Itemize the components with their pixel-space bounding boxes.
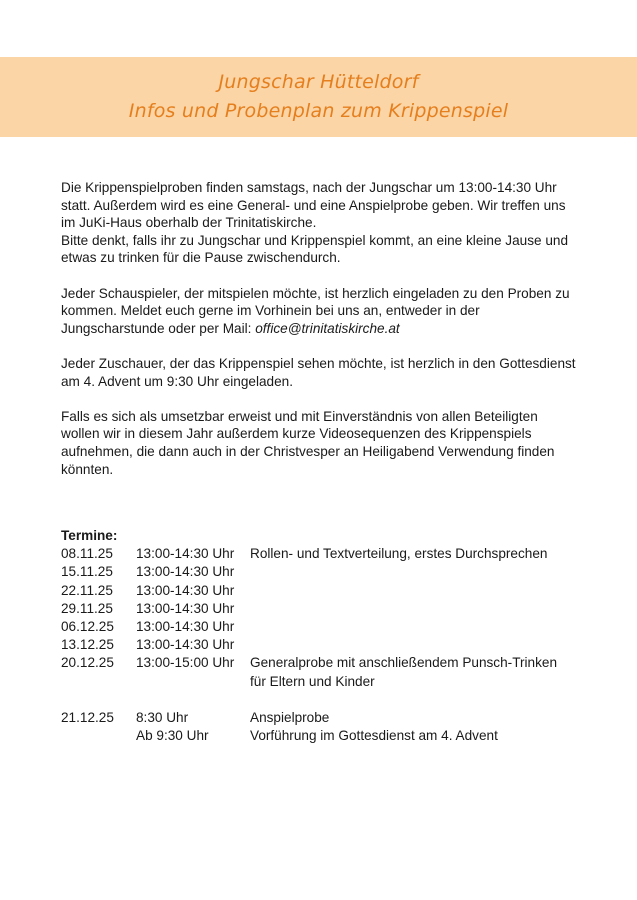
table-row	[61, 563, 581, 581]
schedule-date: 21.12.25	[61, 709, 114, 725]
text-line: wollen wir in diesem Jahr außerdem kurze Videosequenzen des Krippenspiels	[61, 426, 532, 442]
table-row	[61, 709, 581, 727]
table-row	[61, 654, 581, 672]
text-line	[61, 320, 581, 338]
schedule-description: Vorführung im Gottesdienst am 4. Advent	[250, 728, 498, 744]
schedule-rows	[61, 545, 581, 691]
text-line: am 4. Advent um 9:30 Uhr eingeladen.	[61, 373, 293, 389]
table-row	[61, 600, 581, 618]
table-row	[61, 582, 581, 600]
schedule-time: Ab 9:30 Uhr	[136, 728, 209, 744]
schedule-date: 29.11.25	[61, 600, 113, 616]
schedule-time: 13:00-15:00 Uhr	[136, 655, 235, 671]
schedule-description: Generalprobe mit anschließendem Punsch-Trinken	[250, 655, 558, 671]
schedule-time: 13:00-14:30 Uhr	[136, 619, 235, 635]
text-line: könnten.	[61, 461, 114, 477]
schedule-description	[250, 618, 581, 636]
text-line: kommen. Meldet euch gerne im Vorhinein bei uns an, entweder in der	[61, 303, 480, 319]
schedule-time: 13:00-14:30 Uhr	[136, 564, 235, 580]
paragraph-actors	[61, 285, 581, 338]
schedule-date: 15.11.25	[61, 564, 113, 580]
text-line: Jeder Zuschauer, der das Krippenspiel sehen möchte, ist herzlich in den Gottesdienst	[61, 355, 576, 371]
schedule-description: Anspielprobe	[250, 709, 330, 725]
schedule-time	[136, 673, 250, 691]
paragraph-audience	[61, 355, 581, 390]
schedule-time: 13:00-14:30 Uhr	[136, 600, 235, 616]
schedule-rows-final	[61, 709, 581, 745]
text-line: aufnehmen, die dann auch in der Christvesper an Heiligabend Verwendung finden	[61, 443, 555, 459]
text-line: statt. Außerdem wird es eine General- und eine Anspielprobe geben. Wir treffen uns	[61, 197, 566, 213]
schedule-date: 20.12.25	[61, 655, 114, 671]
paragraph-video	[61, 408, 581, 478]
schedule-description	[250, 600, 581, 618]
schedule-date: 06.12.25	[61, 619, 114, 635]
schedule-time: 13:00-14:30 Uhr	[136, 582, 235, 598]
schedule-date: 13.12.25	[61, 637, 114, 653]
schedule-description: für Eltern und Kinder	[250, 673, 375, 689]
schedule-table	[61, 527, 581, 745]
table-row	[61, 636, 581, 654]
table-row	[61, 727, 581, 745]
header-band	[0, 57, 637, 137]
text-line: Bitte denkt, falls ihr zu Jungschar und Krippenspiel kommt, an eine kleine Jause und	[61, 232, 569, 248]
text-line: Jeder Schauspieler, der mitspielen möchte, ist herzlich eingeladen zu den Proben zu	[61, 285, 570, 301]
page-subtitle: Infos und Probenplan zum Krippenspiel	[128, 100, 509, 122]
page-title: Jungschar Hütteldorf	[218, 71, 419, 93]
text-line: Die Krippenspielproben finden samstags, nach der Jungschar um 13:00-14:30 Uhr	[61, 180, 557, 195]
table-row	[61, 618, 581, 636]
schedule-date: 22.11.25	[61, 582, 113, 598]
info-text	[61, 179, 581, 496]
schedule-time: 13:00-14:30 Uhr	[136, 546, 235, 562]
schedule-description	[250, 636, 581, 654]
schedule-date: 08.11.25	[61, 546, 113, 562]
text-line-prefix: Jungscharstunde oder per Mail:	[61, 320, 256, 336]
schedule-description	[250, 563, 581, 581]
schedule-heading: Termine:	[61, 528, 118, 543]
schedule-description	[250, 582, 581, 600]
schedule-gap	[61, 691, 581, 709]
schedule-time: 8:30 Uhr	[136, 709, 189, 725]
text-line: etwas zu trinken für die Pause zwischendurch.	[61, 250, 341, 266]
schedule-description: Rollen- und Textverteilung, erstes Durchsprechen	[250, 546, 548, 562]
schedule-date	[61, 727, 136, 745]
paragraph-schedule-info	[61, 179, 581, 267]
text-line: im JuKi-Haus oberhalb der Trinitatiskirche.	[61, 215, 317, 231]
table-row	[61, 545, 581, 563]
schedule-date	[61, 673, 136, 691]
email-link[interactable]: office@trinitatiskirche.at	[255, 320, 400, 336]
schedule-time: 13:00-14:30 Uhr	[136, 637, 235, 653]
table-row	[61, 673, 581, 691]
text-line: Falls es sich als umsetzbar erweist und mit Einverständnis von allen Beteiligten	[61, 408, 538, 424]
